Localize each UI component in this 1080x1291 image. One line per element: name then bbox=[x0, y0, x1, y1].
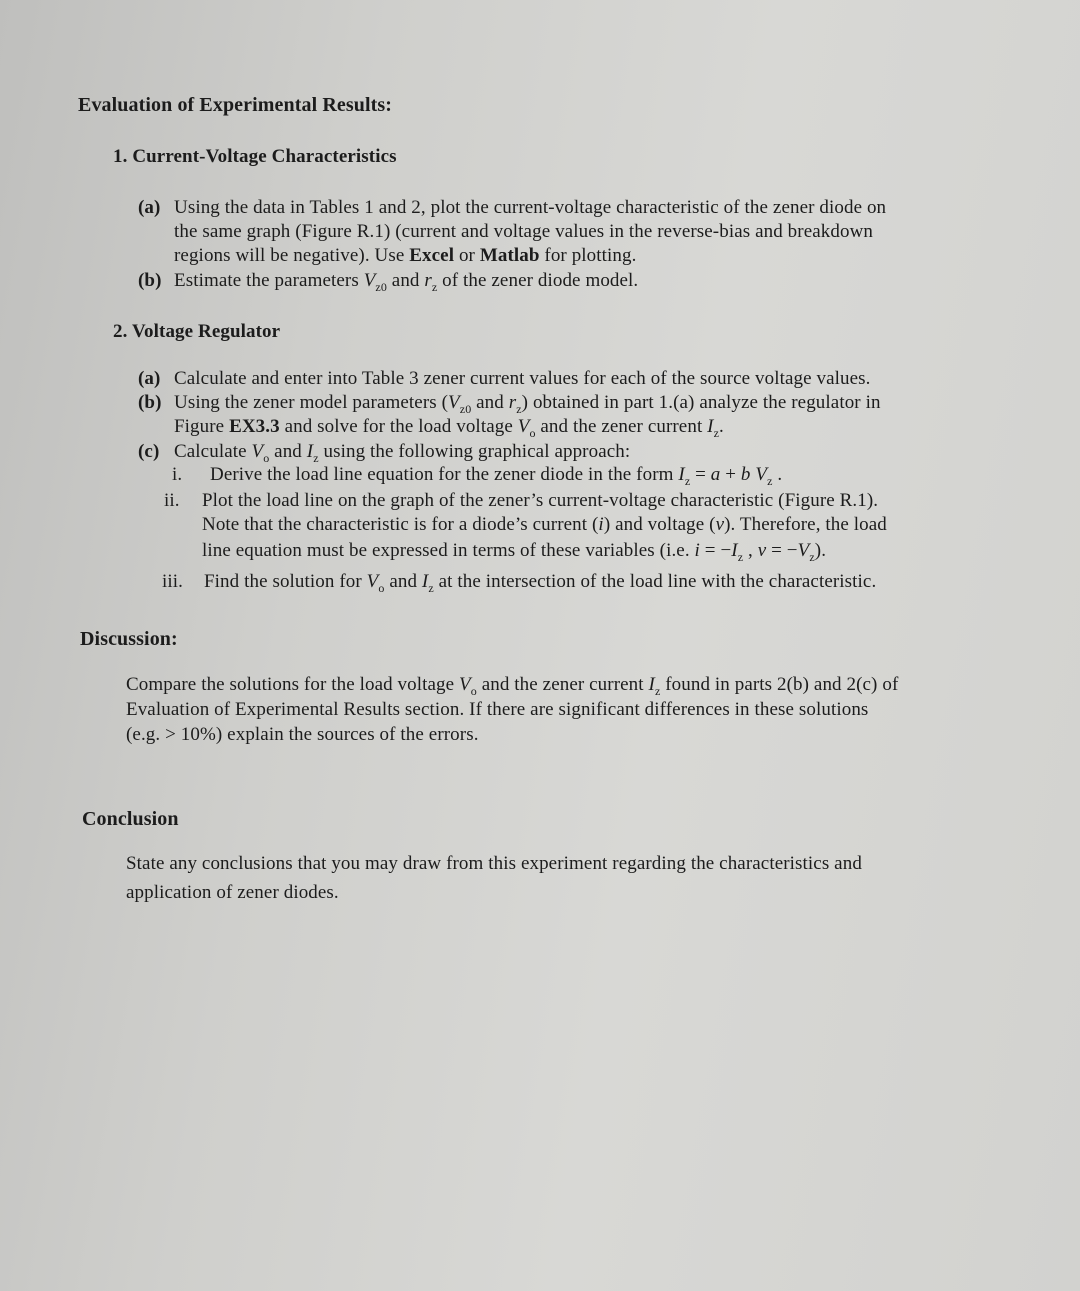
page-title: Evaluation of Experimental Results: bbox=[78, 94, 393, 116]
discussion-line-2: Evaluation of Experimental Results section. If there are significant differences in these solutions bbox=[126, 699, 869, 720]
section-2-title: Voltage Regulator bbox=[131, 321, 281, 342]
section-2-heading bbox=[113, 321, 280, 343]
excel-text: Excel bbox=[409, 245, 455, 266]
item-1a-line-2: the same graph (Figure R.1) (current and voltage values in the reverse-bias and breakdown bbox=[174, 221, 873, 242]
item-2c-ii-line-2: Note that the characteristic is for a diode’s current (i) and voltage (v). Therefore, the load bbox=[202, 514, 887, 535]
item-2b-line-2: Figure EX3.3 and solve for the load voltage $V_o$ and the zener current $I_z$. bbox=[174, 416, 724, 440]
section-1-heading bbox=[113, 146, 397, 168]
item-2c-label: (c) bbox=[138, 441, 160, 462]
item-2c-iii-line: iii. Find the solution for $V_o$ and $I_z$ at the intersection of the load line with the characteristic. bbox=[162, 571, 877, 595]
discussion-line-3: (e.g. > 10%) explain the sources of the errors. bbox=[126, 724, 479, 745]
section-1-title: Current-Voltage Characteristics bbox=[132, 146, 397, 167]
item-2b-line-1: (b) Using the zener model parameters ($V_{z0}$ and $r_z$) obtained in part 1.(a) analyze the regulator in bbox=[138, 392, 881, 416]
item-1a-label: (a) bbox=[138, 197, 161, 218]
discussion-line-1: Compare the solutions for the load voltage $V_o$ and the zener current $I_z$ found in parts 2(b) and 2(c) of bbox=[126, 674, 899, 698]
conclusion-line-1: State any conclusions that you may draw from this experiment regarding the characteristics and bbox=[126, 853, 862, 874]
section-1-number: 1. bbox=[113, 146, 128, 167]
matlab-text: Matlab bbox=[479, 245, 540, 266]
variable-substitution: $i = -I_z$ , $v = -V_z$ bbox=[694, 540, 815, 564]
item-1b-line: (b) Estimate the parameters $V_{z0}$ and $r_z$ of the zener diode model. bbox=[138, 270, 639, 294]
item-2b-label: (b) bbox=[138, 392, 162, 413]
load-line-equation: $I_z = a + b$ $V_z$ . bbox=[678, 464, 783, 488]
item-2a-line: (a) Calculate and enter into Table 3 zener current values for each of the source voltage values. bbox=[138, 368, 871, 389]
figure-ex33-text: EX3.3 bbox=[229, 416, 280, 437]
item-1a-line-1 bbox=[138, 197, 886, 219]
item-2c-ii-line-3: line equation must be expressed in terms of these variables (i.e. $i = -I_z$ , $v = -V_z$). bbox=[202, 540, 827, 564]
item-2c-line: (c) Calculate $V_o$ and $I_z$ using the following graphical approach: bbox=[138, 441, 631, 465]
conclusion-line-2: application of zener diodes. bbox=[126, 882, 339, 903]
item-2c-i-line: i. Derive the load line equation for the zener diode in the form $I_z = a + b$ $V_z$ . bbox=[172, 464, 783, 488]
item-2c-i-label: i. bbox=[172, 464, 183, 485]
item-1b-label: (b) bbox=[138, 270, 162, 291]
discussion-heading: Discussion: bbox=[80, 628, 178, 650]
item-2c-iii-label: iii. bbox=[162, 571, 183, 592]
item-2c-ii-line-1: ii. Plot the load line on the graph of the zener’s current-voltage characteristic (Figure R.1). bbox=[164, 490, 879, 511]
section-2-number: 2. bbox=[113, 321, 128, 342]
item-1a-text-1: Using the data in Tables 1 and 2, plot the current-voltage characteristic of the zener diode on bbox=[174, 197, 887, 218]
conclusion-heading: Conclusion bbox=[82, 808, 179, 830]
item-2c-ii-label: ii. bbox=[164, 490, 180, 511]
item-1a-line-3: regions will be negative). Use Excel or Matlab for plotting. bbox=[174, 245, 637, 266]
item-2a-label: (a) bbox=[138, 368, 161, 389]
